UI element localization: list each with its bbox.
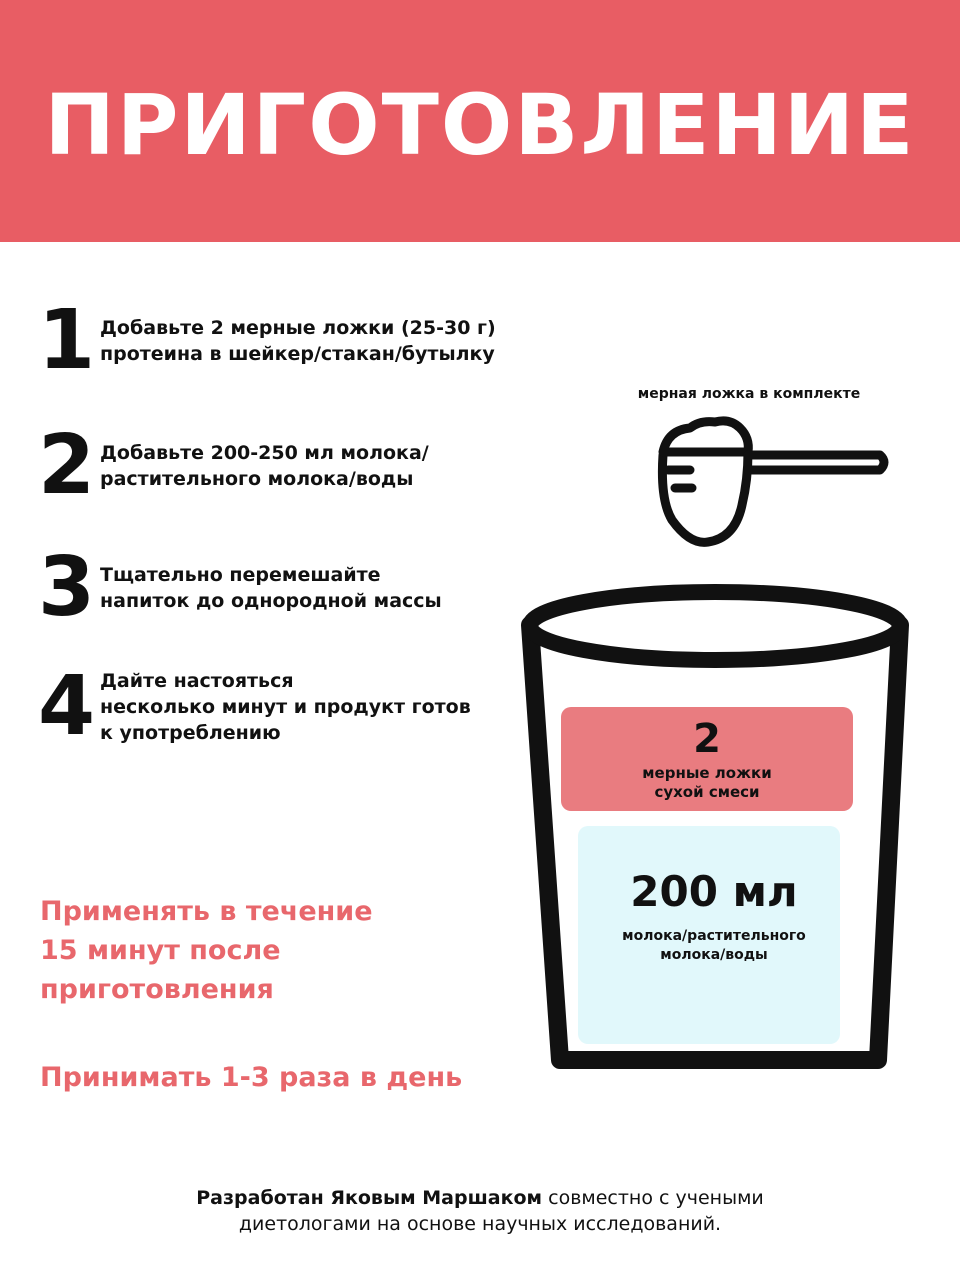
step-number: 2 xyxy=(38,418,96,513)
measuring-scoop-icon xyxy=(662,421,884,542)
scoop-caption: мерная ложка в комплекте xyxy=(637,386,861,402)
step-text: Дайте настояться несколько минут и продукт готов к употреблению xyxy=(100,670,471,744)
frequency-note: Принимать 1-3 раза в день xyxy=(40,1062,463,1093)
footer-text-line2: диетологами на основе научных исследований. xyxy=(238,1213,722,1235)
step-number: 3 xyxy=(38,540,96,635)
step-text: Добавьте 2 мерные ложки (25-30 г) протеина в шейкер/стакан/бутылку xyxy=(100,317,496,365)
step-number: 4 xyxy=(38,659,96,754)
step-text: Добавьте 200-250 мл молока/ растительного молока/воды xyxy=(100,442,429,490)
footer-credits xyxy=(0,1185,960,1237)
powder-amount: 2 xyxy=(693,716,721,762)
liquid-label: молока/растительного молока/воды xyxy=(622,928,806,963)
liquid-amount: 200 мл xyxy=(630,867,798,916)
step-number: 1 xyxy=(38,293,96,388)
page-title: ПРИГОТОВЛЕНИЕ xyxy=(44,76,916,174)
footer-author: Разработан Яковым Маршаком xyxy=(196,1187,543,1209)
footer-text-line1: совместно с учеными xyxy=(542,1187,764,1209)
usage-time-note: Применять в течение 15 минут после приготовления xyxy=(40,896,373,1005)
glass-icon xyxy=(530,592,900,1060)
step-text: Тщательно перемешайте напиток до однородной массы xyxy=(100,564,442,612)
powder-label: мерные ложки сухой смеси xyxy=(642,764,772,801)
